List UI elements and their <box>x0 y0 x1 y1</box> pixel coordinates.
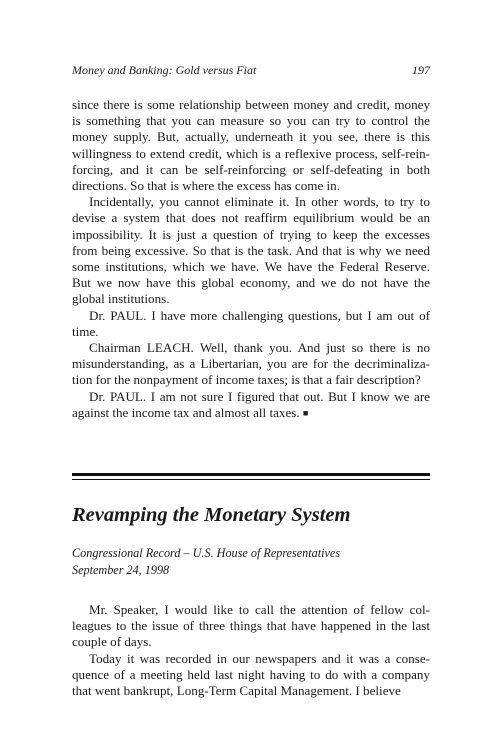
paragraph-dr-paul-answer-text: Dr. PAUL. I am not sure I figured that out. But I know we are against the income tax and almost all taxes. <box>72 388 430 420</box>
article-text <box>72 602 430 699</box>
end-of-article-mark: ■ <box>302 407 309 418</box>
paragraph-continued: since there is some relationship between money and credit, money is something that you can measure so you can try to control the money supply. But, actually, underneath it you see, there is this willingness to extend credit, which is a reflexive process, self-rein-forcing, and it can be self-reinforcing or self-defeating in both directions. So that is where the excess has come in. <box>72 97 430 194</box>
running-title: Money and Banking: Gold versus Fiat <box>72 63 257 77</box>
source-info <box>72 545 430 579</box>
paragraph-dr-paul-question: Dr. PAUL. I have more challenging questions, but I am out of time. <box>72 307 430 339</box>
paragraph-chairman-leach: Chairman LEACH. Well, thank you. And just so there is no misunderstanding, as a Libertarian, you are for the decriminaliza-tion for the nonpayment of income taxes; is that a fair description? <box>72 340 430 388</box>
running-header <box>72 63 430 78</box>
source-line: Congressional Record – U.S. House of Representatives <box>72 546 341 560</box>
date-line: September 24, 1998 <box>72 563 170 577</box>
article-paragraph-speaker: Mr. Speaker, I would like to call the attention of fellow col-leagues to the issue of three things that have happened in the last couple of days. <box>72 602 430 650</box>
section-divider-thick <box>72 473 430 476</box>
article-paragraph-today: Today it was recorded in our newspapers and it was a conse-quence of a meeting held last night having to do with a company that went bankrupt, Long-Term Capital Management. I believe <box>72 650 430 699</box>
body-text <box>72 97 430 421</box>
paragraph-dr-paul-answer <box>72 389 430 421</box>
paragraph-incidentally: Incidentally, you cannot eliminate it. In other words, to try to devise a system that does not reaffirm equilibrium would be an impossibility. It is just a question of trying to keep the excesses from being excessive. So that is the task. And that is why we need some institutions, which we have. We have the Federal Reserve. But we now have this global economy, and we do not have the global institutions. <box>72 194 430 307</box>
page-number: 197 <box>412 63 430 77</box>
section-divider-thin <box>72 479 430 480</box>
section-title: Revamping the Monetary System <box>72 504 351 526</box>
